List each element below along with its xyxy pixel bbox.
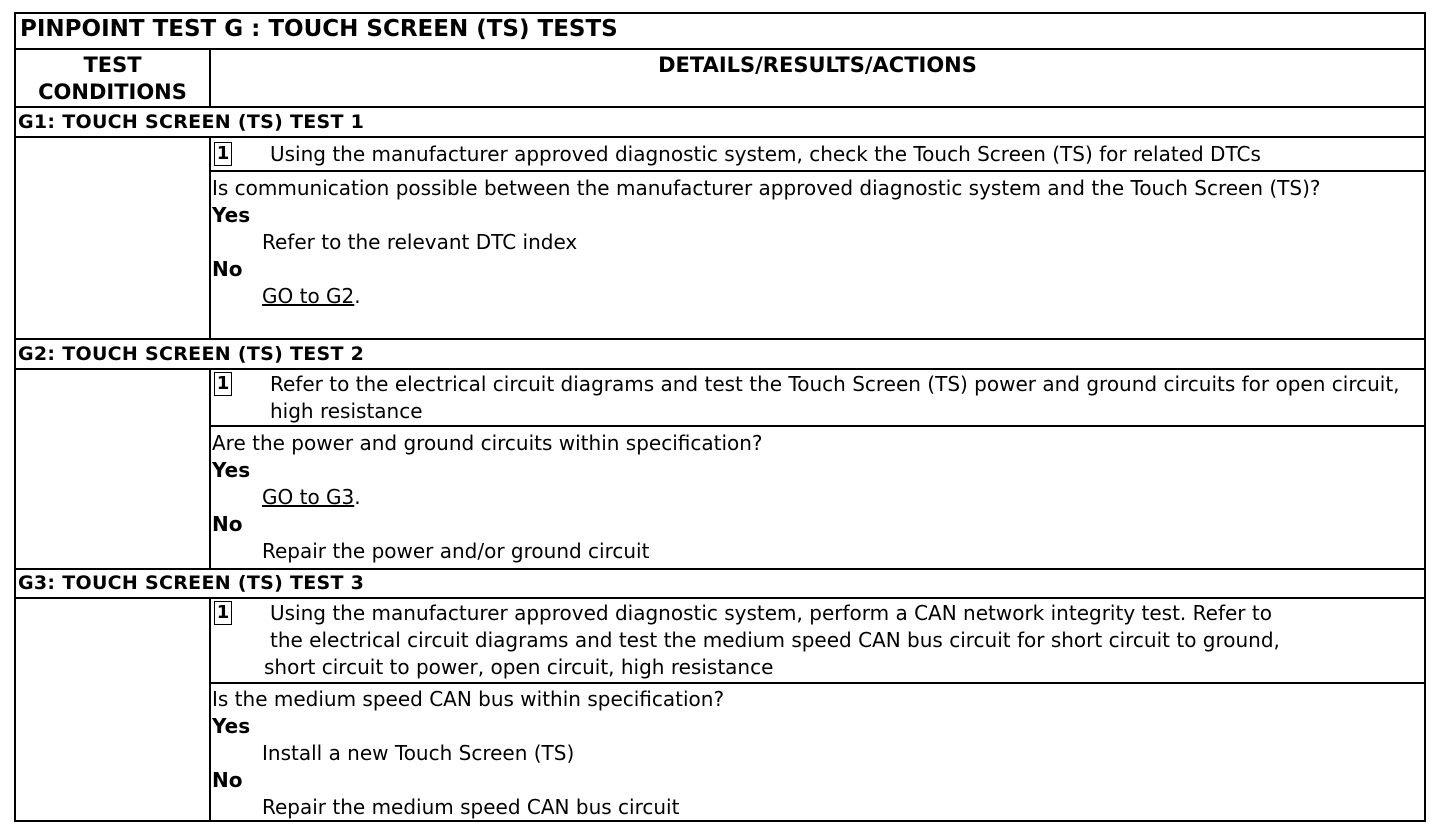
divider (16, 106, 1424, 108)
goto-g3-link[interactable]: GO to G3 (262, 485, 355, 509)
divider (16, 136, 1424, 138)
divider (211, 682, 1424, 684)
step-text-line: Using the manufacturer approved diagnostic system, perform a CAN network integrity test. Refer to (270, 601, 1272, 625)
divider (16, 568, 1424, 570)
step-text-line: short circuit to power, open circuit, high resistance (264, 655, 774, 679)
test-step-g2 (214, 372, 1424, 428)
column-header-conditions: TEST CONDITIONS (38, 53, 187, 104)
yes-label: Yes (212, 203, 251, 227)
yes-label: Yes (212, 458, 251, 482)
question-text: Is the medium speed CAN bus within specification? (212, 687, 725, 711)
test-step-g3 (214, 601, 1424, 685)
step-text: Using the manufacturer approved diagnostic system, check the Touch Screen (TS) for related DTCs (270, 142, 1261, 166)
test-heading-g3: G3: TOUCH SCREEN (TS) TEST 3 (18, 572, 365, 594)
step-number-badge: 1 (214, 142, 232, 166)
yes-action: Install a new Touch Screen (TS) (262, 741, 575, 765)
step-number-badge: 1 (214, 601, 232, 625)
question-text: Is communication possible between the manufacturer approved diagnostic system and the Touch Screen (TS)? (212, 176, 1321, 200)
test-heading-g2: G2: TOUCH SCREEN (TS) TEST 2 (18, 343, 365, 365)
divider (209, 597, 211, 822)
divider (211, 425, 1424, 427)
question-text: Are the power and ground circuits within specification? (212, 431, 763, 455)
no-action: Repair the medium speed CAN bus circuit (262, 795, 680, 819)
step-text-line: the electrical circuit diagrams and test the medium speed CAN bus circuit for short circuit to ground, (270, 628, 1280, 652)
no-action: Repair the power and/or ground circuit (262, 539, 650, 563)
divider (209, 136, 211, 338)
step-number-badge: 1 (214, 372, 232, 396)
table-title: PINPOINT TEST G : TOUCH SCREEN (TS) TESTS (20, 16, 618, 42)
divider (16, 338, 1424, 340)
result-block-g2 (212, 430, 1420, 565)
divider (16, 48, 1424, 50)
column-header-details: DETAILS/RESULTS/ACTIONS (658, 53, 977, 77)
goto-g2-link[interactable]: GO to G2 (262, 284, 355, 308)
yes-action: Refer to the relevant DTC index (262, 230, 578, 254)
no-label: No (212, 257, 243, 281)
test-step-g1 (214, 142, 1424, 170)
divider (209, 368, 211, 568)
no-label: No (212, 768, 243, 792)
step-text: Refer to the electrical circuit diagrams and test the Touch Screen (TS) power and ground circuits for open circuit, high resistance (270, 372, 1400, 423)
result-block-g3 (212, 686, 1420, 821)
divider (16, 368, 1424, 370)
pinpoint-test-table (14, 12, 1426, 822)
test-heading-g1: G1: TOUCH SCREEN (TS) TEST 1 (18, 111, 365, 133)
divider (211, 170, 1424, 172)
divider (16, 597, 1424, 599)
punctuation: . (354, 485, 361, 509)
punctuation: . (354, 284, 361, 308)
no-label: No (212, 512, 243, 536)
yes-label: Yes (212, 714, 251, 738)
result-block-g1 (212, 175, 1420, 310)
